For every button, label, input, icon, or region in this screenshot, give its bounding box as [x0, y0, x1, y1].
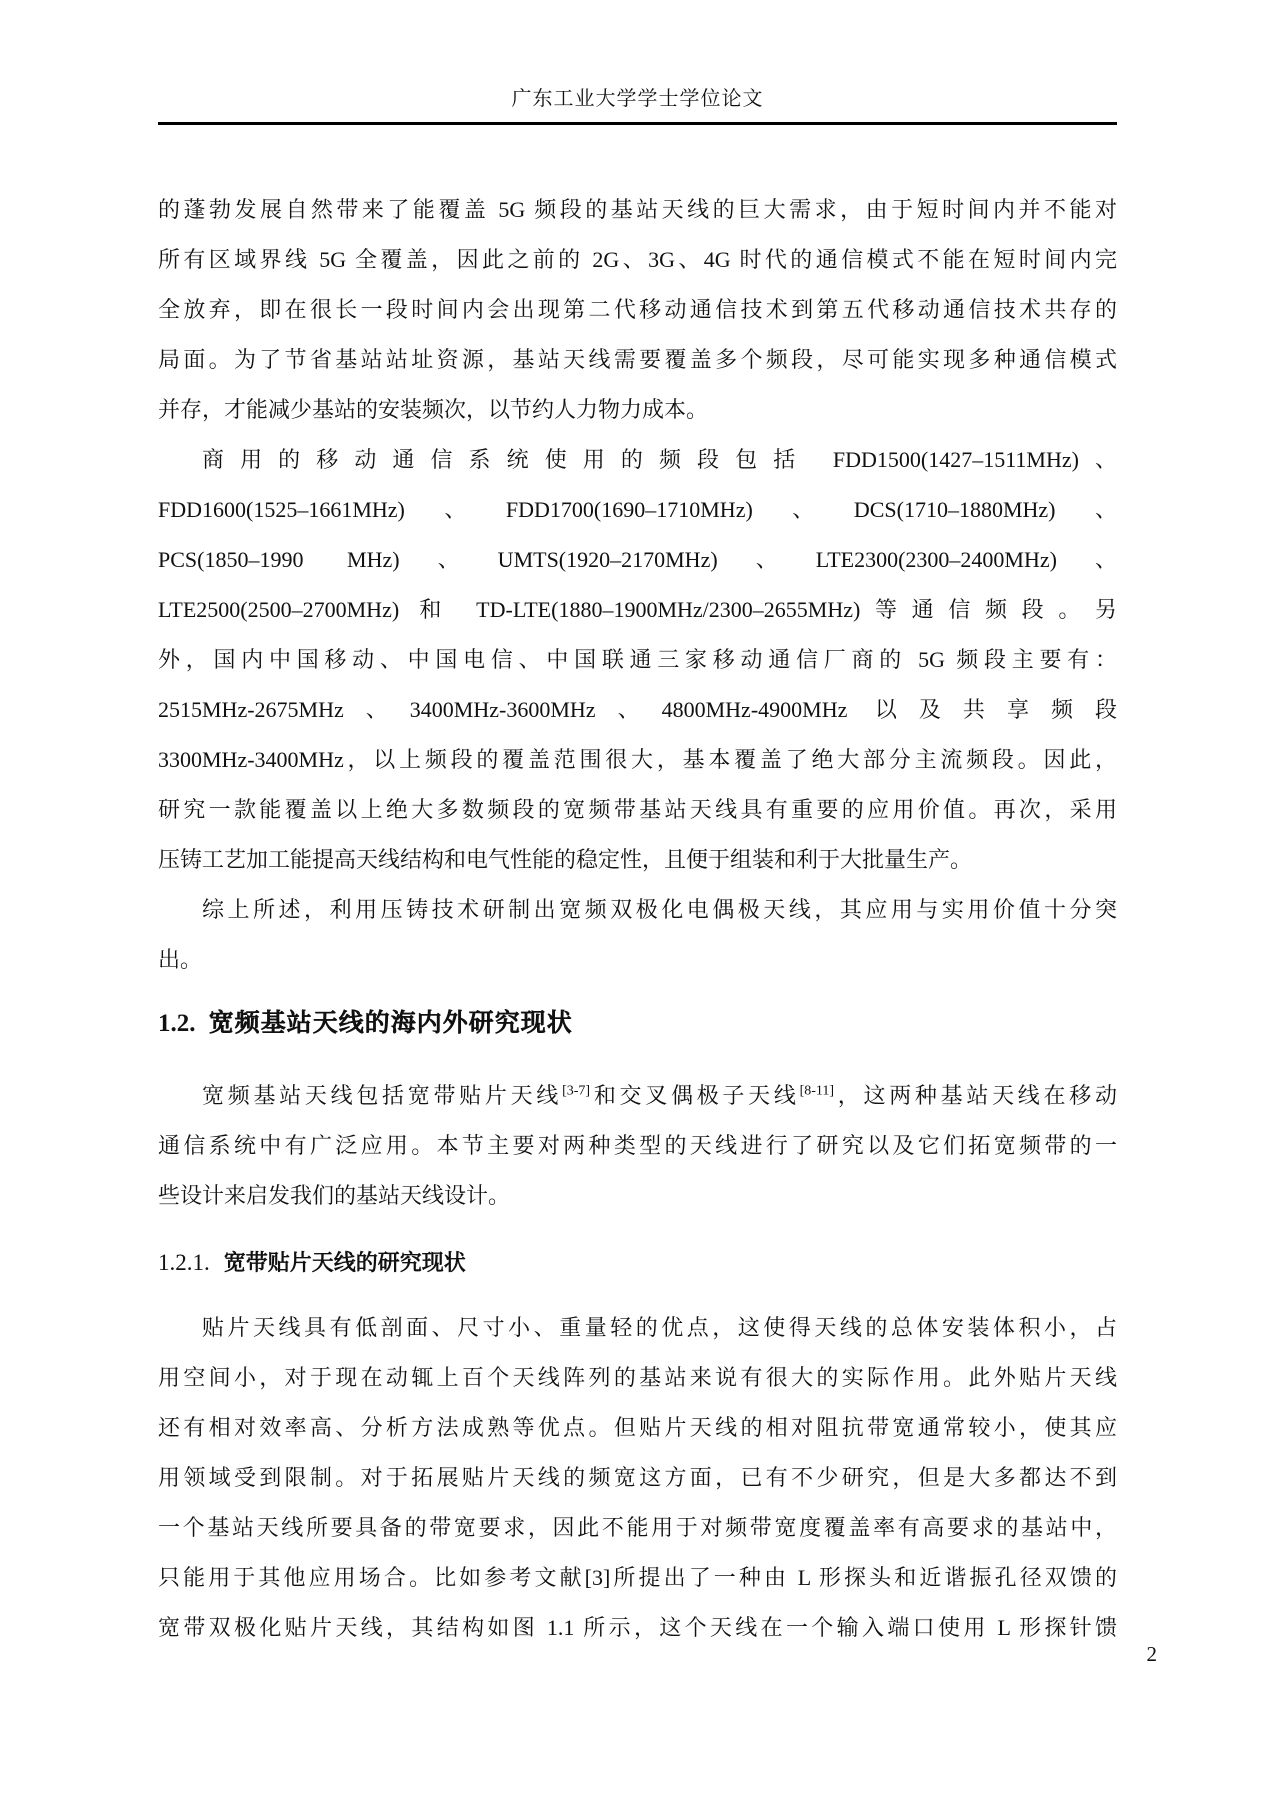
text-run: 只能用于其他应用场合。比如参考文献[3]所提出了一种由 L 形探头和近谐振孔径双馈的	[158, 1565, 1117, 1590]
section-heading-1-2	[158, 1007, 1117, 1041]
text-run: 全放弃，即在很长一段时间内会出现第二代移动通信技术到第五代移动通信技术共存的	[158, 297, 1117, 322]
body-line	[158, 1353, 1117, 1403]
text-run: 3300MHz-3400MHz，以上频段的覆盖范围很大，基本覆盖了绝大部分主流频段。因此，	[158, 747, 1117, 772]
text-run: 用空间小，对于现在动辄上百个天线阵列的基站来说有很大的实际作用。此外贴片天线	[158, 1365, 1117, 1390]
text-run: 用领域受到限制。对于拓展贴片天线的频宽这方面，已有不少研究，但是大多都达不到	[158, 1465, 1117, 1490]
heading-number: 1.2.1.	[158, 1250, 210, 1275]
body-line	[158, 735, 1117, 785]
header-title: 广东工业大学学士学位论文	[511, 88, 764, 110]
text-run: 的蓬勃发展自然带来了能覆盖 5G 频段的基站天线的巨大需求，由于短时间内并不能对	[158, 197, 1117, 222]
body-line	[158, 635, 1117, 685]
text-run: 局面。为了节省基站站址资源，基站天线需要覆盖多个频段，尽可能实现多种通信模式	[158, 347, 1117, 372]
body-line	[158, 1303, 1117, 1353]
body-line	[158, 1603, 1117, 1653]
text-run: 出。	[158, 947, 203, 972]
text-run: 并存，才能减少基站的安装频次，以节约人力物力成本。	[158, 397, 709, 422]
body-line	[158, 1121, 1117, 1171]
text-run: ，这两种基站天线在移动	[834, 1083, 1117, 1108]
body-line	[158, 1553, 1117, 1603]
text-run: 和交叉偶极子天线	[590, 1083, 800, 1108]
body-line	[158, 435, 1117, 485]
text-run: FDD1600(1525–1661MHz)、FDD1700(1690–1710MHz)、DCS(1710–1880MHz)、	[158, 497, 1117, 522]
text-run: 2515MHz-2675MHz、3400MHz-3600MHz、4800MHz-4900MHz 以及共享频段	[158, 697, 1117, 722]
text-run: 所有区域界线 5G 全覆盖，因此之前的 2G、3G、4G 时代的通信模式不能在短时间内完	[158, 247, 1117, 272]
body-line	[158, 585, 1117, 635]
heading-title: 宽带贴片天线的研究现状	[223, 1250, 466, 1275]
body-line	[158, 485, 1117, 535]
body-line	[158, 935, 1117, 985]
text-run: 商用的移动通信系统使用的频段包括 FDD1500(1427–1511MHz)、	[202, 447, 1117, 472]
body-line	[158, 185, 1117, 235]
paragraph	[158, 885, 1117, 985]
body-line	[158, 1503, 1117, 1553]
body-line	[158, 535, 1117, 585]
text-run: 一个基站天线所要具备的带宽要求，因此不能用于对频带宽度覆盖率有高要求的基站中，	[158, 1515, 1117, 1540]
paragraph	[158, 185, 1117, 435]
text-run: PCS(1850–1990 MHz)、UMTS(1920–2170MHz)、LTE2300(2300–2400MHz)、	[158, 547, 1117, 572]
text-run: 宽带双极化贴片天线，其结构如图 1.1 所示，这个天线在一个输入端口使用 L 形探针馈	[158, 1615, 1117, 1640]
text-run: LTE2500(2500–2700MHz) 和 TD-LTE(1880–1900MHz/2300–2655MHz)等通信频段。另	[158, 597, 1117, 622]
section-heading-1-2-1	[158, 1247, 1117, 1279]
body-line	[158, 1453, 1117, 1503]
body-line	[158, 1171, 1117, 1221]
body-line	[158, 1403, 1117, 1453]
text-run: 宽频基站天线包括宽带贴片天线	[202, 1083, 563, 1108]
citation-superscript: [8-11]	[799, 1083, 835, 1099]
document-body	[158, 185, 1117, 1653]
body-line	[158, 285, 1117, 335]
body-line	[158, 1071, 1117, 1121]
text-run: 压铸工艺加工能提高天线结构和电气性能的稳定性，且便于组装和利于大批量生产。	[158, 847, 973, 872]
body-line	[158, 235, 1117, 285]
text-run: 还有相对效率高、分析方法成熟等优点。但贴片天线的相对阻抗带宽通常较小，使其应	[158, 1415, 1117, 1440]
body-line	[158, 335, 1117, 385]
text-run: 研究一款能覆盖以上绝大多数频段的宽频带基站天线具有重要的应用价值。再次，采用	[158, 797, 1117, 822]
body-line	[158, 685, 1117, 735]
body-line	[158, 835, 1117, 885]
paragraph	[158, 1303, 1117, 1653]
body-line	[158, 785, 1117, 835]
text-run: 综上所述，利用压铸技术研制出宽频双极化电偶极天线，其应用与实用价值十分突	[202, 897, 1117, 922]
body-line	[158, 885, 1117, 935]
page-number: 2	[1146, 1642, 1157, 1666]
text-run: 贴片天线具有低剖面、尺寸小、重量轻的优点，这使得天线的总体安装体积小，占	[202, 1315, 1117, 1340]
text-run: 通信系统中有广泛应用。本节主要对两种类型的天线进行了研究以及它们拓宽频带的一	[158, 1133, 1117, 1158]
text-run: 些设计来启发我们的基站天线设计。	[158, 1183, 511, 1208]
body-line	[158, 385, 1117, 435]
heading-title: 宽频基站天线的海内外研究现状	[208, 1010, 573, 1037]
page-header	[158, 0, 1117, 125]
paragraph	[158, 1071, 1117, 1221]
citation-superscript: [3-7]	[562, 1083, 591, 1099]
heading-number: 1.2.	[158, 1010, 196, 1037]
text-run: 外，国内中国移动、中国电信、中国联通三家移动通信厂商的 5G 频段主要有：	[158, 647, 1117, 672]
paragraph	[158, 435, 1117, 885]
